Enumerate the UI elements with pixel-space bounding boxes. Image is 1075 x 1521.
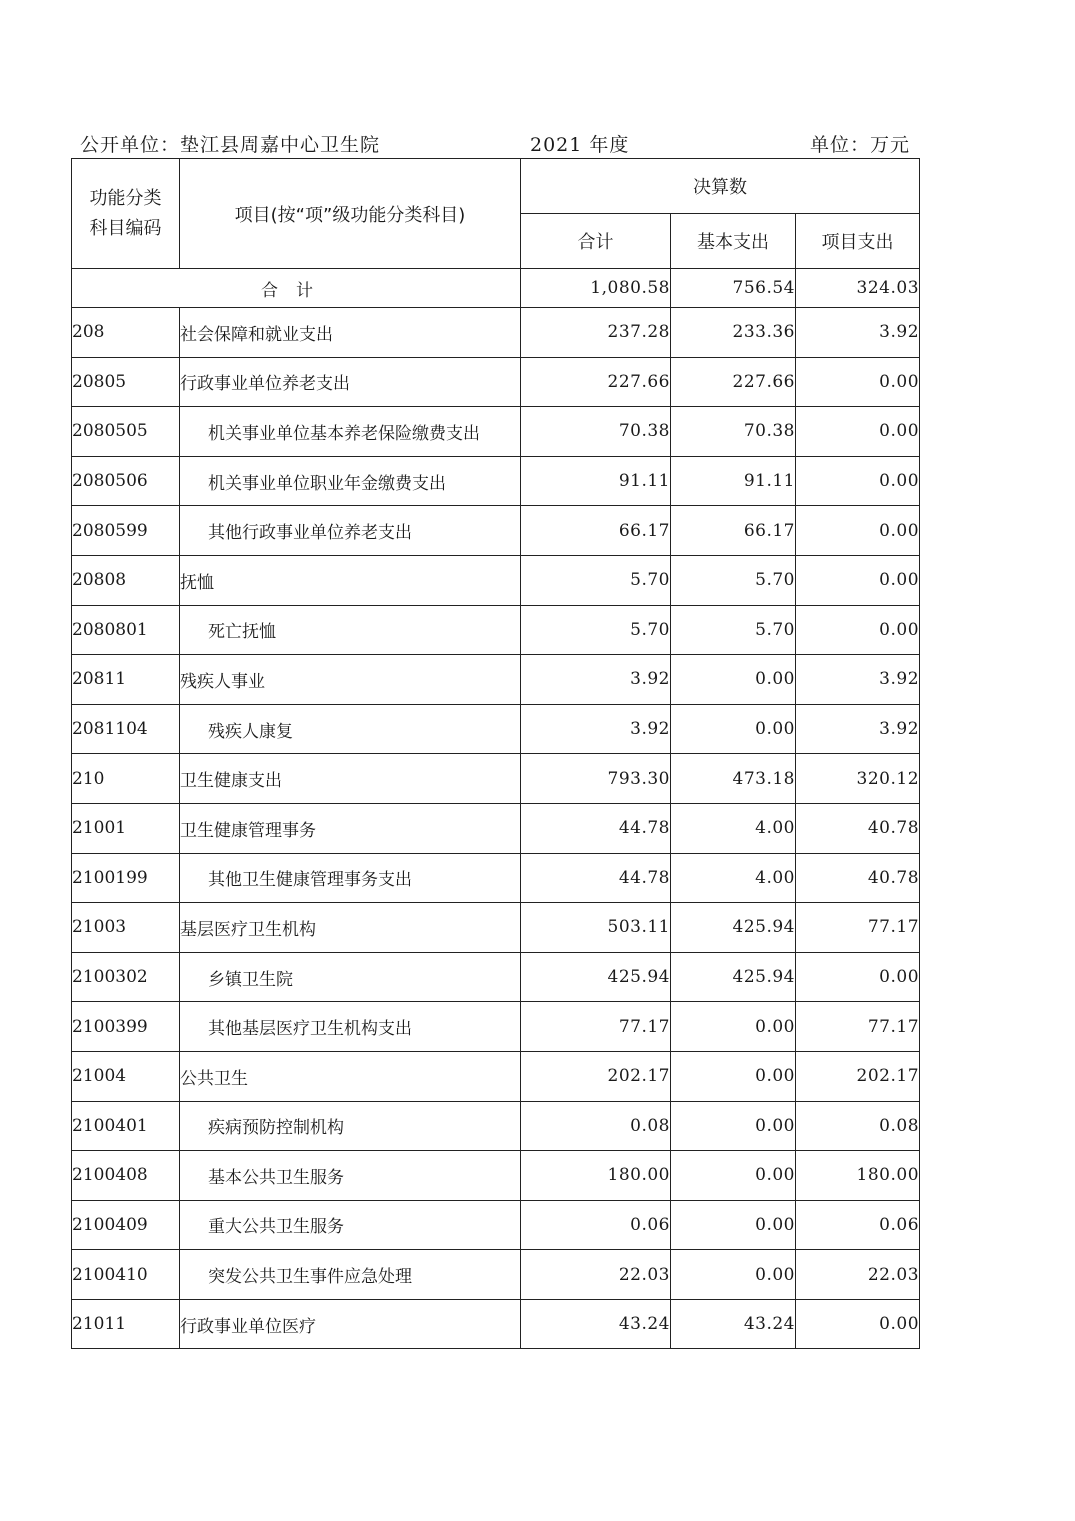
row-basic: 227.66 xyxy=(671,357,796,407)
table-row xyxy=(72,1200,920,1250)
table-row xyxy=(72,803,920,853)
row-total: 22.03 xyxy=(521,1250,671,1300)
row-item-name: 基层医疗卫生机构 xyxy=(180,903,521,953)
table-row xyxy=(72,357,920,407)
row-code: 20811 xyxy=(72,655,180,705)
row-total: 237.28 xyxy=(521,308,671,358)
table-row xyxy=(72,1299,920,1349)
row-basic: 0.00 xyxy=(671,1250,796,1300)
table-row xyxy=(72,407,920,457)
row-item-name: 行政事业单位医疗 xyxy=(180,1299,521,1349)
table-row xyxy=(72,754,920,804)
row-item-name: 其他基层医疗卫生机构支出 xyxy=(180,1002,521,1052)
row-total: 0.08 xyxy=(521,1101,671,1151)
table-row xyxy=(72,555,920,605)
row-code: 21004 xyxy=(72,1051,180,1101)
row-code: 2100302 xyxy=(72,952,180,1002)
row-project: 40.78 xyxy=(796,853,920,903)
row-code: 20805 xyxy=(72,357,180,407)
row-item-name: 死亡抚恤 xyxy=(180,605,521,655)
row-project: 0.00 xyxy=(796,605,920,655)
table-row xyxy=(72,903,920,953)
row-item-name: 抚恤 xyxy=(180,555,521,605)
row-basic: 4.00 xyxy=(671,803,796,853)
row-project: 320.12 xyxy=(796,754,920,804)
row-item-name: 重大公共卫生服务 xyxy=(180,1200,521,1250)
column-header-basic: 基本支出 xyxy=(671,214,796,269)
row-project: 0.00 xyxy=(796,407,920,457)
row-total: 0.06 xyxy=(521,1200,671,1250)
row-basic: 91.11 xyxy=(671,456,796,506)
row-basic: 0.00 xyxy=(671,1002,796,1052)
row-code: 2100408 xyxy=(72,1151,180,1201)
row-item-name: 其他卫生健康管理事务支出 xyxy=(180,853,521,903)
row-total: 70.38 xyxy=(521,407,671,457)
row-project: 40.78 xyxy=(796,803,920,853)
row-item-name: 机关事业单位职业年金缴费支出 xyxy=(180,456,521,506)
table-row xyxy=(72,655,920,705)
row-code: 2100401 xyxy=(72,1101,180,1151)
row-project: 0.00 xyxy=(796,456,920,506)
table-row xyxy=(72,308,920,358)
row-basic: 233.36 xyxy=(671,308,796,358)
row-code: 2100409 xyxy=(72,1200,180,1250)
row-basic: 0.00 xyxy=(671,1101,796,1151)
row-basic: 425.94 xyxy=(671,903,796,953)
expenditure-table xyxy=(71,158,920,1349)
row-item-name: 公共卫生 xyxy=(180,1051,521,1101)
row-total: 3.92 xyxy=(521,704,671,754)
row-total: 793.30 xyxy=(521,754,671,804)
column-group-final-accounts: 决算数 xyxy=(521,159,920,214)
row-total: 503.11 xyxy=(521,903,671,953)
row-total: 43.24 xyxy=(521,1299,671,1349)
table-row xyxy=(72,1151,920,1201)
total-row-total: 1,080.58 xyxy=(521,269,671,308)
row-project: 3.92 xyxy=(796,704,920,754)
table-row xyxy=(72,704,920,754)
row-basic: 0.00 xyxy=(671,704,796,754)
row-basic: 43.24 xyxy=(671,1299,796,1349)
row-project: 0.06 xyxy=(796,1200,920,1250)
row-item-name: 残疾人康复 xyxy=(180,704,521,754)
row-project: 0.00 xyxy=(796,952,920,1002)
row-basic: 70.38 xyxy=(671,407,796,457)
table-row xyxy=(72,1051,920,1101)
row-project: 0.00 xyxy=(796,357,920,407)
row-project: 0.00 xyxy=(796,555,920,605)
row-total: 3.92 xyxy=(521,655,671,705)
total-row-basic: 756.54 xyxy=(671,269,796,308)
table-row xyxy=(72,1002,920,1052)
row-total: 91.11 xyxy=(521,456,671,506)
row-item-name: 突发公共卫生事件应急处理 xyxy=(180,1250,521,1300)
row-basic: 473.18 xyxy=(671,754,796,804)
row-total: 180.00 xyxy=(521,1151,671,1201)
row-item-name: 卫生健康支出 xyxy=(180,754,521,804)
row-basic: 0.00 xyxy=(671,1151,796,1201)
row-total: 425.94 xyxy=(521,952,671,1002)
table-row xyxy=(72,605,920,655)
total-row-project: 324.03 xyxy=(796,269,920,308)
row-code: 2080506 xyxy=(72,456,180,506)
column-header-code-line2: 科目编码 xyxy=(89,217,162,239)
row-project: 77.17 xyxy=(796,903,920,953)
row-item-name: 乡镇卫生院 xyxy=(180,952,521,1002)
row-project: 0.08 xyxy=(796,1101,920,1151)
row-basic: 425.94 xyxy=(671,952,796,1002)
row-code: 21011 xyxy=(72,1299,180,1349)
row-total: 202.17 xyxy=(521,1051,671,1101)
table-row xyxy=(72,952,920,1002)
row-total: 66.17 xyxy=(521,506,671,556)
column-header-total: 合计 xyxy=(521,214,671,269)
row-code: 2100410 xyxy=(72,1250,180,1300)
row-basic: 0.00 xyxy=(671,1200,796,1250)
row-item-name: 残疾人事业 xyxy=(180,655,521,705)
row-code: 2080505 xyxy=(72,407,180,457)
row-code: 2100199 xyxy=(72,853,180,903)
row-project: 202.17 xyxy=(796,1051,920,1101)
publishing-unit: 公开单位：垫江县周嘉中心卫生院 xyxy=(80,134,381,156)
row-total: 44.78 xyxy=(521,853,671,903)
row-project: 3.92 xyxy=(796,308,920,358)
row-code: 2100399 xyxy=(72,1002,180,1052)
row-code: 2080599 xyxy=(72,506,180,556)
row-project: 0.00 xyxy=(796,506,920,556)
row-project: 180.00 xyxy=(796,1151,920,1201)
row-code: 208 xyxy=(72,308,180,358)
row-total: 5.70 xyxy=(521,555,671,605)
report-header xyxy=(80,130,910,158)
row-code: 21001 xyxy=(72,803,180,853)
row-item-name: 行政事业单位养老支出 xyxy=(180,357,521,407)
row-total: 5.70 xyxy=(521,605,671,655)
row-project: 77.17 xyxy=(796,1002,920,1052)
row-project: 22.03 xyxy=(796,1250,920,1300)
row-item-name: 社会保障和就业支出 xyxy=(180,308,521,358)
row-project: 3.92 xyxy=(796,655,920,705)
row-code: 210 xyxy=(72,754,180,804)
column-header-project: 项目支出 xyxy=(796,214,920,269)
row-basic: 5.70 xyxy=(671,555,796,605)
row-total: 227.66 xyxy=(521,357,671,407)
row-project: 0.00 xyxy=(796,1299,920,1349)
fiscal-year: 2021 年度 xyxy=(530,134,630,156)
table-row xyxy=(72,1250,920,1300)
row-item-name: 疾病预防控制机构 xyxy=(180,1101,521,1151)
row-code: 21003 xyxy=(72,903,180,953)
row-basic: 4.00 xyxy=(671,853,796,903)
row-code: 2080801 xyxy=(72,605,180,655)
row-basic: 5.70 xyxy=(671,605,796,655)
money-unit: 单位：万元 xyxy=(809,134,910,156)
row-basic: 0.00 xyxy=(671,1051,796,1101)
table-row xyxy=(72,1101,920,1151)
row-code: 2081104 xyxy=(72,704,180,754)
row-item-name: 机关事业单位基本养老保险缴费支出 xyxy=(180,407,521,457)
column-header-item: 项目(按“项”级功能分类科目) xyxy=(180,159,521,269)
total-row xyxy=(72,269,920,308)
table-row xyxy=(72,506,920,556)
table-row xyxy=(72,456,920,506)
table-row xyxy=(72,853,920,903)
row-item-name: 基本公共卫生服务 xyxy=(180,1151,521,1201)
row-basic: 0.00 xyxy=(671,655,796,705)
row-total: 77.17 xyxy=(521,1002,671,1052)
column-header-code-line1: 功能分类 xyxy=(89,187,162,209)
row-total: 44.78 xyxy=(521,803,671,853)
total-row-label: 合计 xyxy=(72,269,521,308)
row-item-name: 卫生健康管理事务 xyxy=(180,803,521,853)
row-item-name: 其他行政事业单位养老支出 xyxy=(180,506,521,556)
row-code: 20808 xyxy=(72,555,180,605)
column-header-code xyxy=(72,159,180,269)
row-basic: 66.17 xyxy=(671,506,796,556)
